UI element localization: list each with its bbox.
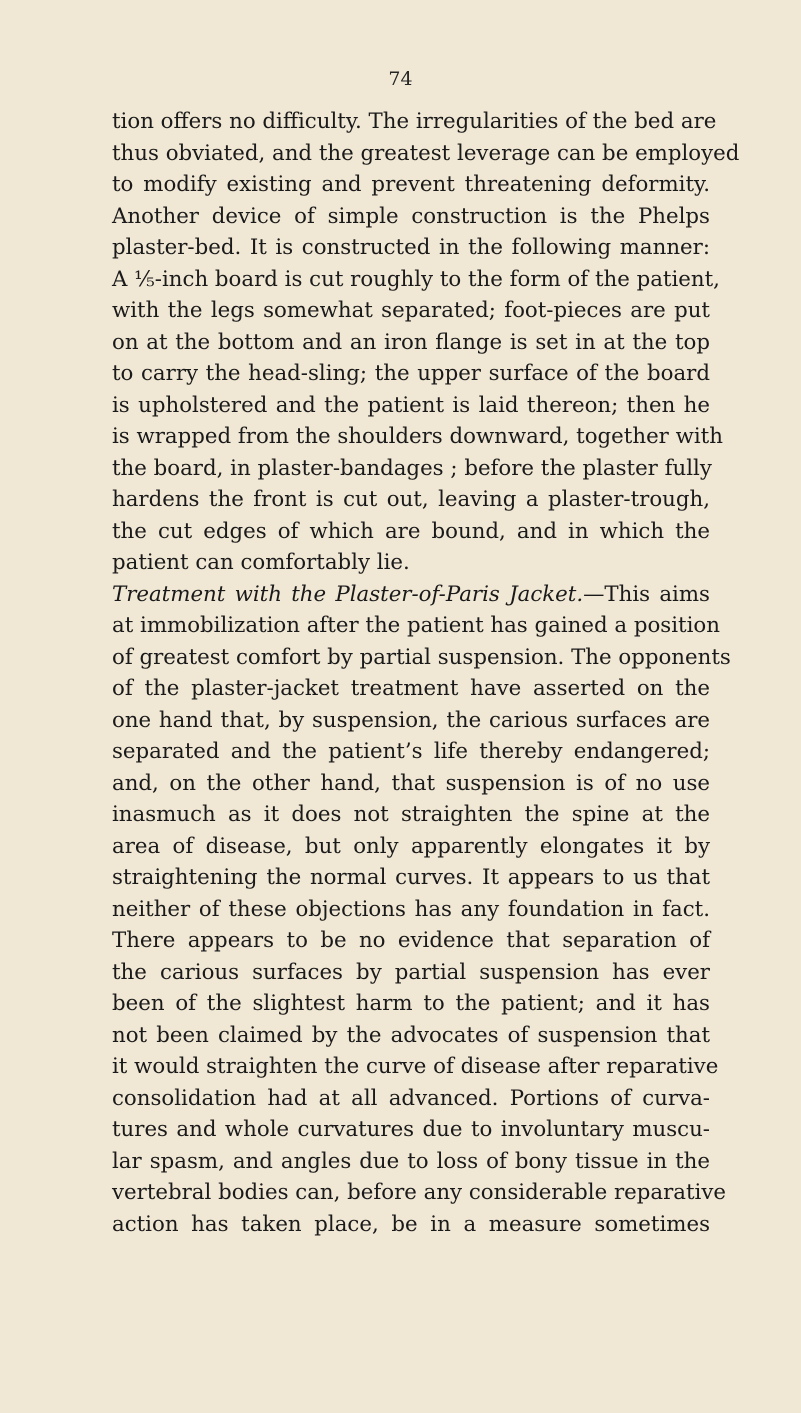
text-line: been of the slightest harm to the patient; and it has: [112, 991, 710, 1016]
paragraph-2-first-line: [112, 579, 710, 611]
text-line: of the plaster-jacket treatment have asserted on the: [112, 676, 710, 701]
text-line: with the legs somewhat separated; foot-pieces are put: [112, 298, 710, 323]
text-line: not been claimed by the advocates of suspension that: [112, 1022, 710, 1048]
text-line: tures and whole curvatures due to involuntary muscu-: [112, 1117, 710, 1142]
text-line: action has taken place, be in a measure sometimes: [112, 1211, 710, 1237]
text-line: one hand that, by suspension, the carious surfaces are: [112, 707, 710, 733]
text-line: and, on the other hand, that suspension is of no use: [112, 770, 710, 796]
text-line: is upholstered and the patient is laid thereon; then he: [112, 392, 710, 418]
page-number: 74: [388, 68, 413, 90]
paragraph-2: [112, 579, 731, 1241]
text-line: tion offers no difficulty. The irregularities of the bed are: [112, 109, 717, 134]
text-line: neither of these objections has any foundation in fact.: [112, 896, 710, 922]
heading-continuation: —This aims: [583, 581, 710, 607]
text-line: consolidation had at all advanced. Portions of curva-: [112, 1085, 710, 1111]
paragraph-1: [112, 106, 740, 579]
text-line: on at the bottom and an iron flange is set in at the top: [112, 329, 710, 355]
text-line: the board, in plaster-bandages ; before the plaster fully: [112, 455, 712, 481]
text-line: it would straighten the curve of disease after reparative: [112, 1054, 719, 1079]
text-line: vertebral bodies can, before any considerable reparative: [112, 1180, 726, 1205]
text-line: thus obviated, and the greatest leverage can be employed: [112, 140, 740, 166]
text-line: Another device of simple construction is the Phelps: [112, 203, 710, 229]
text-line: A ⅕-inch board is cut roughly to the form of the patient,: [112, 266, 720, 292]
text-line: the carious surfaces by partial suspension has ever: [112, 959, 710, 985]
text-line: of greatest comfort by partial suspension. The opponents: [112, 644, 731, 670]
text-line: at immobilization after the patient has gained a position: [112, 613, 720, 638]
body-text: [112, 106, 740, 1240]
text-line: is wrapped from the shoulders downward, together with: [112, 424, 723, 449]
text-line: patient can comfortably lie.: [112, 550, 410, 575]
text-line: area of disease, but only apparently elongates it by: [112, 833, 710, 859]
section-heading: Treatment with the Plaster-of-Paris Jacket.: [112, 581, 584, 607]
text-line: There appears to be no evidence that separation of: [112, 928, 710, 953]
text-line: the cut edges of which are bound, and in which the: [112, 518, 710, 544]
text-line: lar spasm, and angles due to loss of bony tissue in the: [112, 1148, 710, 1174]
text-line: inasmuch as it does not straighten the spine at the: [112, 802, 710, 827]
text-line: plaster-bed. It is constructed in the following manner:: [112, 235, 710, 260]
text-line: separated and the patient’s life thereby endangered;: [112, 739, 710, 764]
text-line: straightening the normal curves. It appears to us that: [112, 865, 710, 890]
text-line: to modify existing and prevent threatening deformity.: [112, 172, 710, 197]
text-line: hardens the front is cut out, leaving a plaster-trough,: [112, 487, 710, 512]
text-line: to carry the head-sling; the upper surface of the board: [112, 361, 710, 386]
